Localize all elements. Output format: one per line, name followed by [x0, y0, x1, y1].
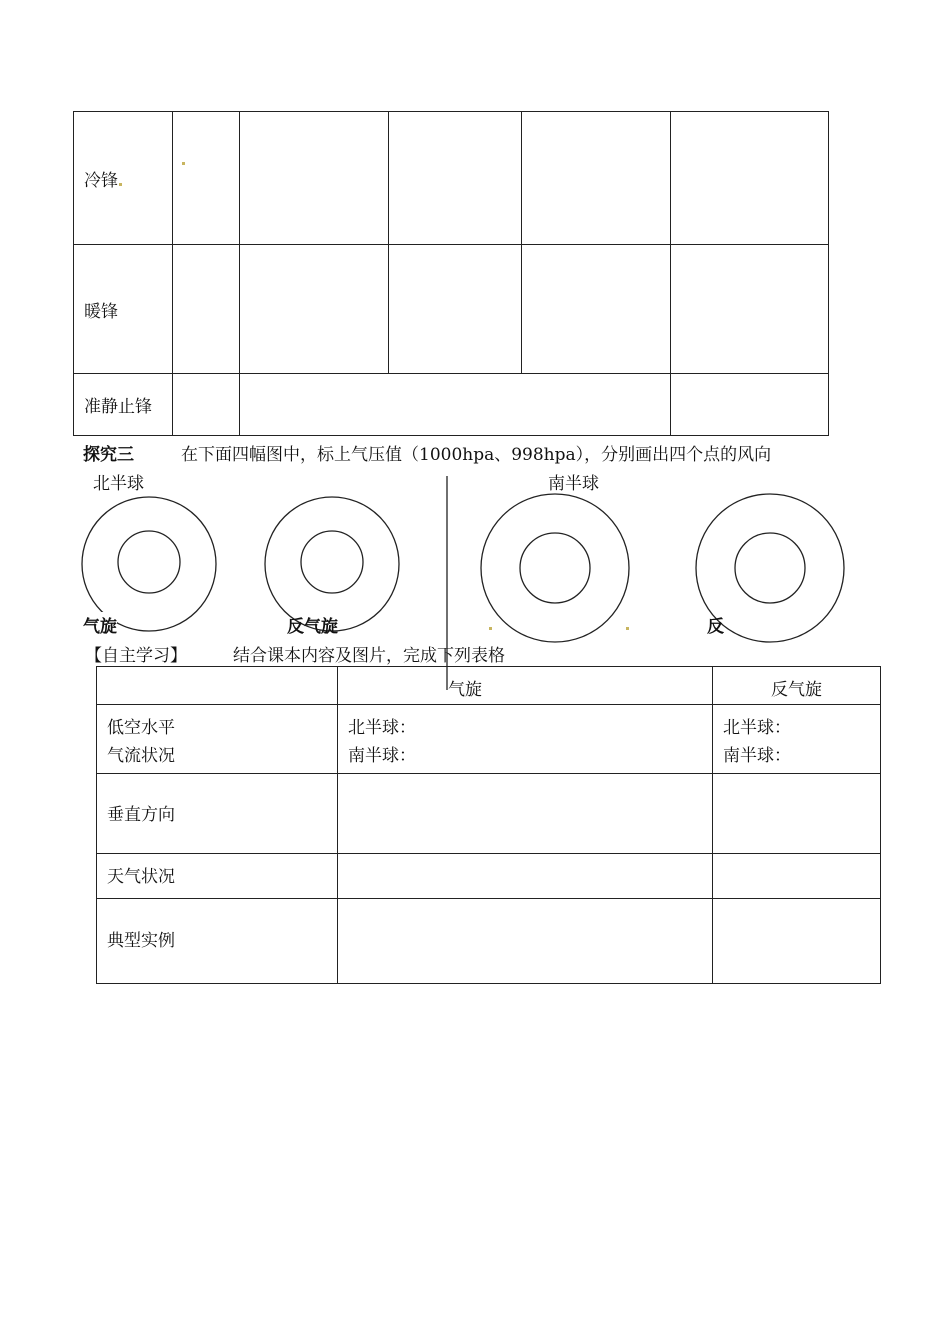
table-cell [338, 854, 713, 899]
front-label-stationary: 准静止锋 [74, 374, 173, 436]
self-study-heading: 【自主学习】 [85, 646, 187, 666]
anticyclone-caption-right: 反 [707, 617, 724, 637]
self-study-instruction: 结合课本内容及图片，完成下列表格 [233, 646, 505, 666]
diagram-2-inner-circle [301, 531, 363, 593]
explore3-heading: 探究三 [83, 445, 134, 465]
row-label-vertical: 垂直方向 [97, 774, 338, 854]
table-cell [338, 899, 713, 984]
row-label-horizontal-flow: 低空水平 气流状况 [97, 705, 338, 774]
header-cell-cyclone: 气旋 [338, 667, 713, 705]
marker-dot [626, 627, 629, 630]
diagram-3-inner-circle [520, 533, 590, 603]
marker-dot [489, 627, 492, 630]
diagram-3-outer-circle [481, 494, 629, 642]
header-cell-empty [97, 667, 338, 705]
row-label-examples: 典型实例 [97, 899, 338, 984]
table-row [97, 705, 881, 774]
north-hemisphere-label: 北半球 [93, 474, 144, 494]
cyclone-caption: 气旋 [83, 612, 117, 637]
cyclone-table [96, 666, 881, 984]
table-row [97, 899, 881, 984]
front-label-warm: 暖锋 [74, 245, 173, 374]
table-cell [713, 899, 881, 984]
explore3-instruction: 在下面四幅图中，标上气压值（1000hpa、998hpa），分别画出四个点的风向 [181, 445, 772, 465]
cyclone-flow-cell: 北半球： 南半球： [338, 705, 713, 774]
header-cell-anticyclone: 反气旋 [713, 667, 881, 705]
anticyclone-flow-cell: 北半球： 南半球： [713, 705, 881, 774]
anticyclone-caption: 反气旋 [287, 617, 338, 637]
table-cell [713, 774, 881, 854]
south-hemisphere-label: 南半球 [548, 474, 599, 494]
diagram-1-inner-circle [118, 531, 180, 593]
table-row [97, 854, 881, 899]
diagram-1-outer-circle [82, 497, 216, 631]
table-row [97, 774, 881, 854]
diagram-4-inner-circle [735, 533, 805, 603]
front-label-cold: 冷锋 [74, 112, 173, 245]
table-cell [713, 854, 881, 899]
diagram-2-outer-circle [265, 497, 399, 631]
table-header-row [97, 667, 881, 705]
table-cell [338, 774, 713, 854]
row-label-weather: 天气状况 [97, 854, 338, 899]
